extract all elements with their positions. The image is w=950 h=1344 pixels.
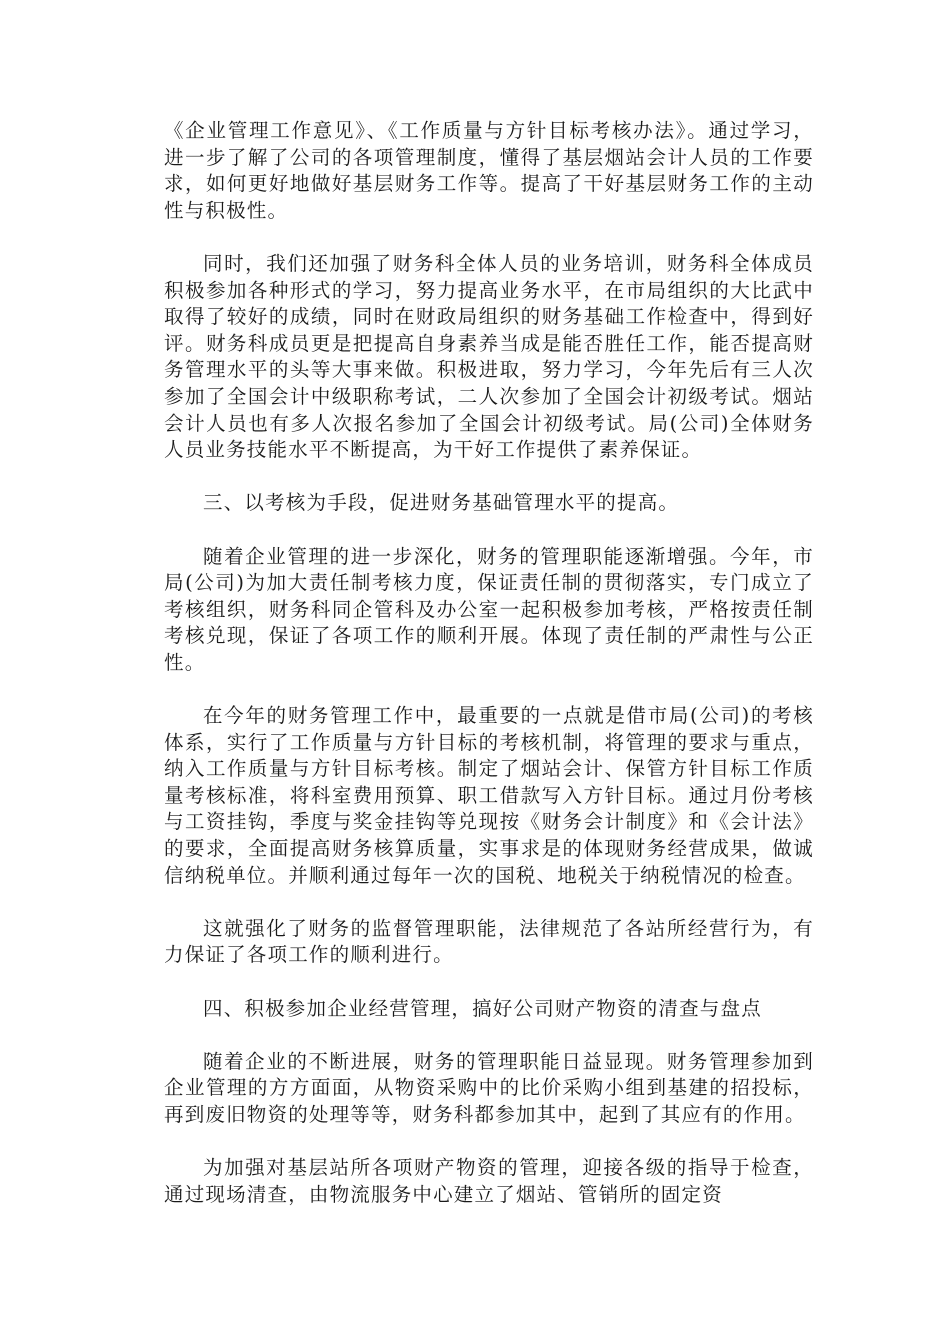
- paragraph-continuation: 《企业管理工作意见》、《工作质量与方针目标考核办法》。通过学习，进一步了解了公司的各项管理制度，懂得了基层烟站会计人员的工作要求，如何更好地做好基层财务工作等。提高了干好基层财务工作的主动性与积极性。: [164, 119, 814, 222]
- section-heading-4: 四、积极参加企业经营管理，搞好公司财产物资的清查与盘点: [203, 996, 762, 1020]
- paragraph-assessment-organization: 随着企业管理的进一步深化，财务的管理职能逐渐增强。今年，市局(公司)为加大责任制考核力度，保证责任制的贯彻落实，专门成立了考核组织，财务科同企管科及办公室一起积极参加考核，严格按责任制考核兑现，保证了各项工作的顺利开展。体现了责任制的严肃性与公正性。: [164, 544, 814, 674]
- paragraph-business-management: 随着企业的不断进展，财务的管理职能日益显现。财务管理参加到企业管理的方方面面，从物资采购中的比价采购小组到基建的招投标，再到废旧物资的处理等等，财务科都参加其中，起到了其应有的作用。: [164, 1049, 814, 1126]
- paragraph-staff-training: 同时，我们还加强了财务科全体人员的业务培训，财务科全体成员积极参加各种形式的学习，努力提高业务水平，在市局组织的大比武中取得了较好的成绩，同时在财政局组织的财务基础工作检查中，得到好评。财务科成员更是把提高自身素养当成是能否胜任工作，能否提高财务管理水平的头等大事来做。积极进取，努力学习，今年先后有三人次参加了全国会计中级职称考试，二人次参加了全国会计初级考试。烟站会计人员也有多人次报名参加了全国会计初级考试。局(公司)全体财务人员业务技能水平不断提高，为干好工作提供了素养保证。: [164, 251, 814, 462]
- paragraph-supervision: 这就强化了财务的监督管理职能，法律规范了各站所经营行为，有力保证了各项工作的顺利进行。: [164, 916, 814, 967]
- section-heading-3: 三、以考核为手段，促进财务基础管理水平的提高。: [203, 491, 680, 515]
- paragraph-assessment-system: 在今年的财务管理工作中，最重要的一点就是借市局(公司)的考核体系，实行了工作质量与方针目标的考核机制，将管理的要求与重点，纳入工作质量与方针目标考核。制定了烟站会计、保管方针目标工作质量考核标准，将科室费用预算、职工借款写入方针目标。通过月份考核与工资挂钩，季度与奖金挂钩等兑现按《财务会计制度》和《会计法》的要求，全面提高财务核算质量，实事求是的体现财务经营成果，做诚信纳税单位。并顺利通过每年一次的国税、地税关于纳税情况的检查。: [164, 704, 814, 887]
- paragraph-asset-inventory: 为加强对基层站所各项财产物资的管理，迎接各级的指导于检查，通过现场清查，由物流服务中心建立了烟站、管销所的固定资: [164, 1156, 814, 1206]
- document-body: [164, 118, 814, 1235]
